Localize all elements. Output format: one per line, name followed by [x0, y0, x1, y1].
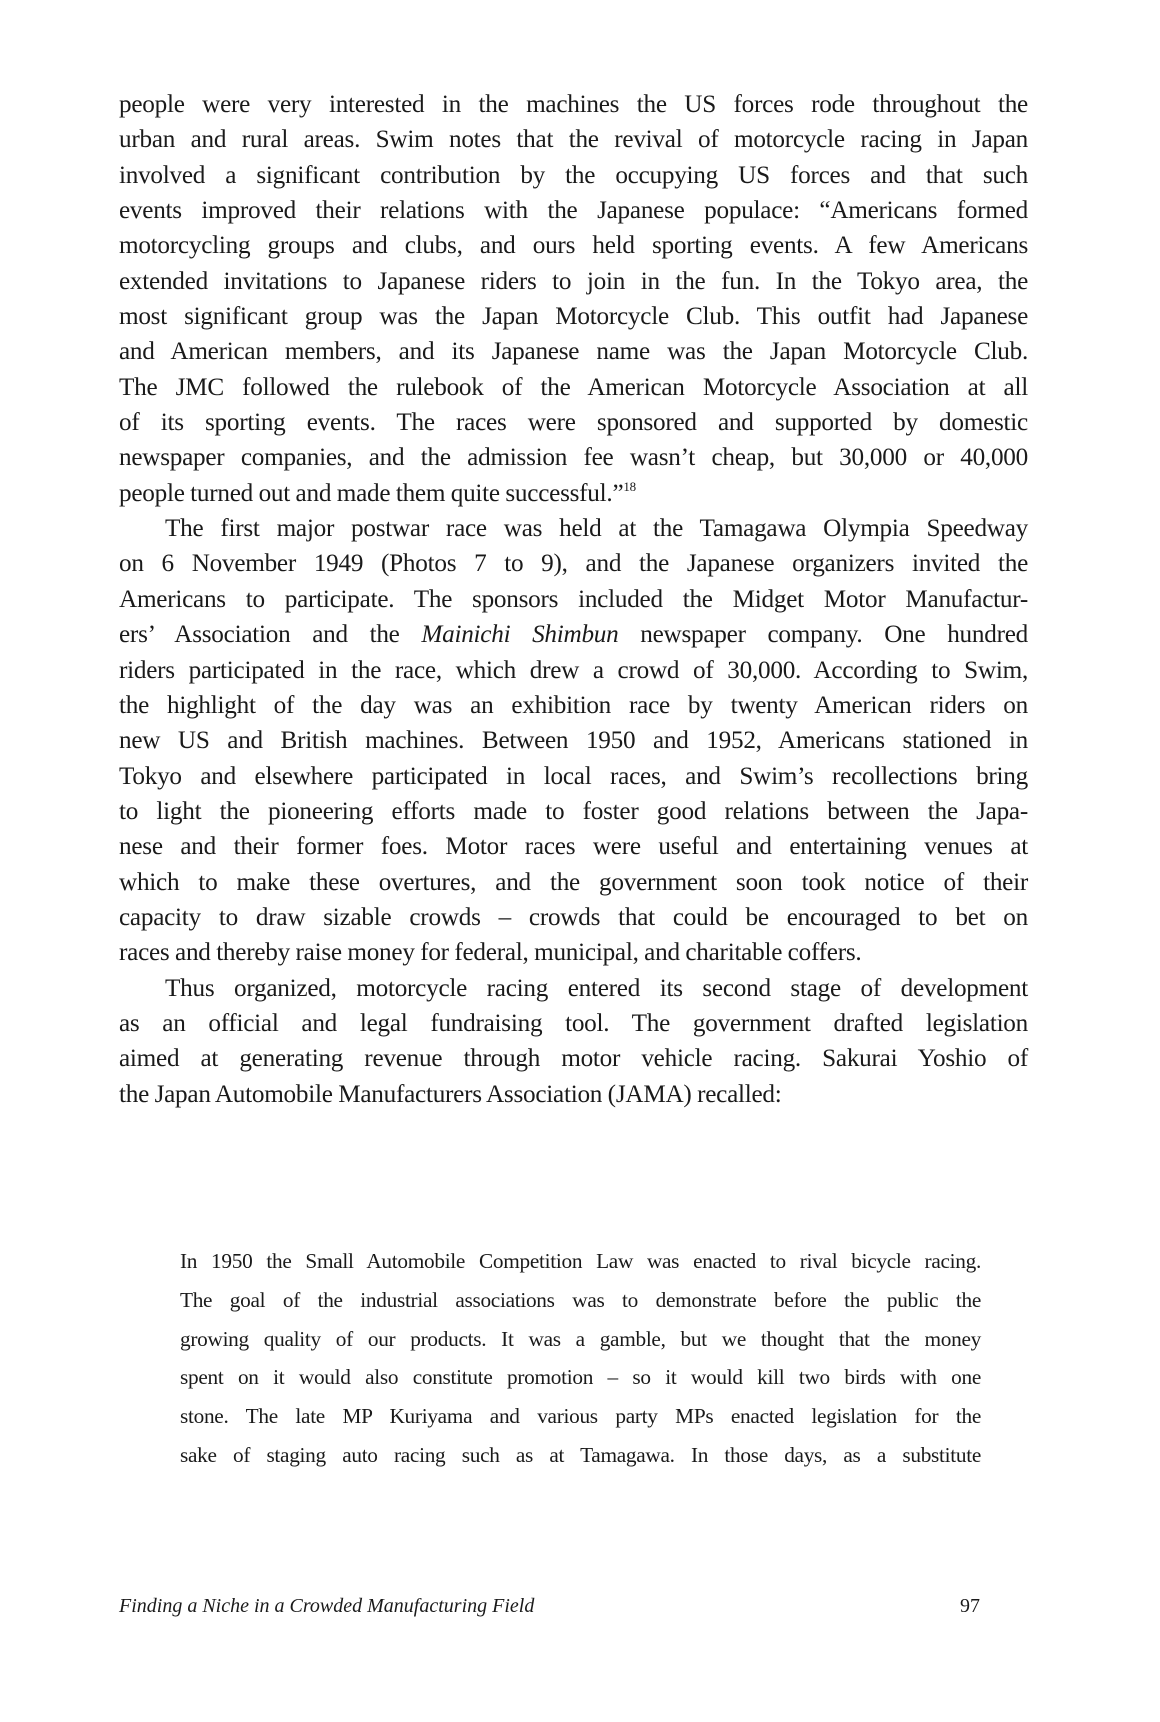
- quote-line: In 1950 the Small Automobile Competition Law was enacted to rival bicycle racing.: [180, 1249, 981, 1273]
- text-line: motorcycling groups and clubs, and ours held sporting events. A few Americans: [119, 232, 1028, 260]
- text-line: Tokyo and elsewhere participated in local races, and Swim’s recollections bring: [119, 762, 1028, 790]
- text-line: new US and British machines. Between 1950 and 1952, Americans stationed in: [119, 727, 1028, 755]
- paragraph-3: [119, 971, 1028, 1112]
- quote-line: stone. The late MP Kuriyama and various party MPs enacted legislation for the: [180, 1404, 981, 1429]
- text-line: aimed at generating revenue through motor vehicle racing. Sakurai Yoshio of: [119, 1045, 1028, 1073]
- text-line: [119, 617, 1028, 652]
- text-line: extended invitations to Japanese riders to join in the fun. In the Tokyo area, the: [119, 267, 1028, 295]
- quote-line: sake of staging auto racing such as at Tamagawa. In those days, as a substitute: [180, 1442, 981, 1467]
- text-line: capacity to draw sizable crowds – crowds that could be encouraged to bet on: [119, 903, 1028, 931]
- text-line: riders participated in the race, which drew a crowd of 30,000. According to Swim,: [119, 656, 1028, 684]
- text-line: as an official and legal fundraising tool. The government drafted legislation: [119, 1009, 1028, 1037]
- paragraph-2: [119, 511, 1028, 970]
- text-line: events improved their relations with the Japanese populace: “Americans formed: [119, 197, 1028, 225]
- quote-line: The goal of the industrial associations was to demonstrate before the public the: [180, 1287, 981, 1312]
- running-head: Finding a Niche in a Crowded Manufacturing Field: [119, 1595, 535, 1617]
- text-line: to light the pioneering efforts made to foster good relations between the Japa-: [119, 797, 1028, 825]
- text-line: and American members, and its Japanese name was the Japan Motorcycle Club.: [119, 338, 1028, 366]
- body-text: [119, 87, 1028, 1112]
- text-line: Americans to participate. The sponsors included the Midget Motor Manufactur-: [119, 585, 1028, 613]
- text-line-content: people turned out and made them quite successful.”: [119, 479, 624, 507]
- footnote-reference[interactable]: 18: [623, 478, 636, 494]
- quote-line: spent on it would also constitute promotion – so it would kill two birds with one: [180, 1365, 981, 1390]
- text-line: on 6 November 1949 (Photos 7 to 9), and the Japanese organizers invited the: [119, 550, 1028, 578]
- text-line: newspaper companies, and the admission fee wasn’t cheap, but 30,000 or 40,000: [119, 444, 1028, 472]
- text-line: Thus organized, motorcycle racing entered its second stage of development: [165, 974, 1028, 1002]
- text-line: urban and rural areas. Swim notes that the revival of motorcycle racing in Japan: [119, 126, 1028, 154]
- paragraph-1: [119, 87, 1028, 511]
- text-line: [119, 476, 1028, 511]
- text-line: nese and their former foes. Motor races were useful and entertaining venues at: [119, 833, 1028, 861]
- text-line: The first major postwar race was held at the Tamagawa Olympia Speedway: [165, 515, 1028, 543]
- page-footer: [119, 1595, 980, 1625]
- text-line: people were very interested in the machines the US forces rode throughout the: [119, 91, 1028, 118]
- page-number: 97: [960, 1595, 980, 1617]
- block-quote: [180, 1242, 981, 1475]
- quote-line: growing quality of our products. It was a gamble, but we thought that the money: [180, 1326, 981, 1351]
- text-line: the Japan Automobile Manufacturers Association (JAMA) recalled:: [119, 1080, 782, 1108]
- text-line: The JMC followed the rulebook of the American Motorcycle Association at all: [119, 373, 1028, 401]
- newspaper-title: Mainichi Shimbun: [421, 621, 619, 649]
- text-line: involved a significant contribution by the occupying US forces and that such: [119, 161, 1028, 189]
- text-line: the highlight of the day was an exhibition race by twenty American riders on: [119, 691, 1028, 719]
- text-line: of its sporting events. The races were sponsored and supported by domestic: [119, 409, 1028, 437]
- text-line-content: newspaper company. One hundred: [618, 621, 1029, 649]
- text-line: most significant group was the Japan Motorcycle Club. This outfit had Japanese: [119, 303, 1028, 331]
- text-line-content: ers’ Association and the: [119, 621, 422, 649]
- text-line: which to make these overtures, and the government soon took notice of their: [119, 868, 1028, 896]
- text-line: races and thereby raise money for federal, municipal, and charitable coffers.: [119, 939, 862, 967]
